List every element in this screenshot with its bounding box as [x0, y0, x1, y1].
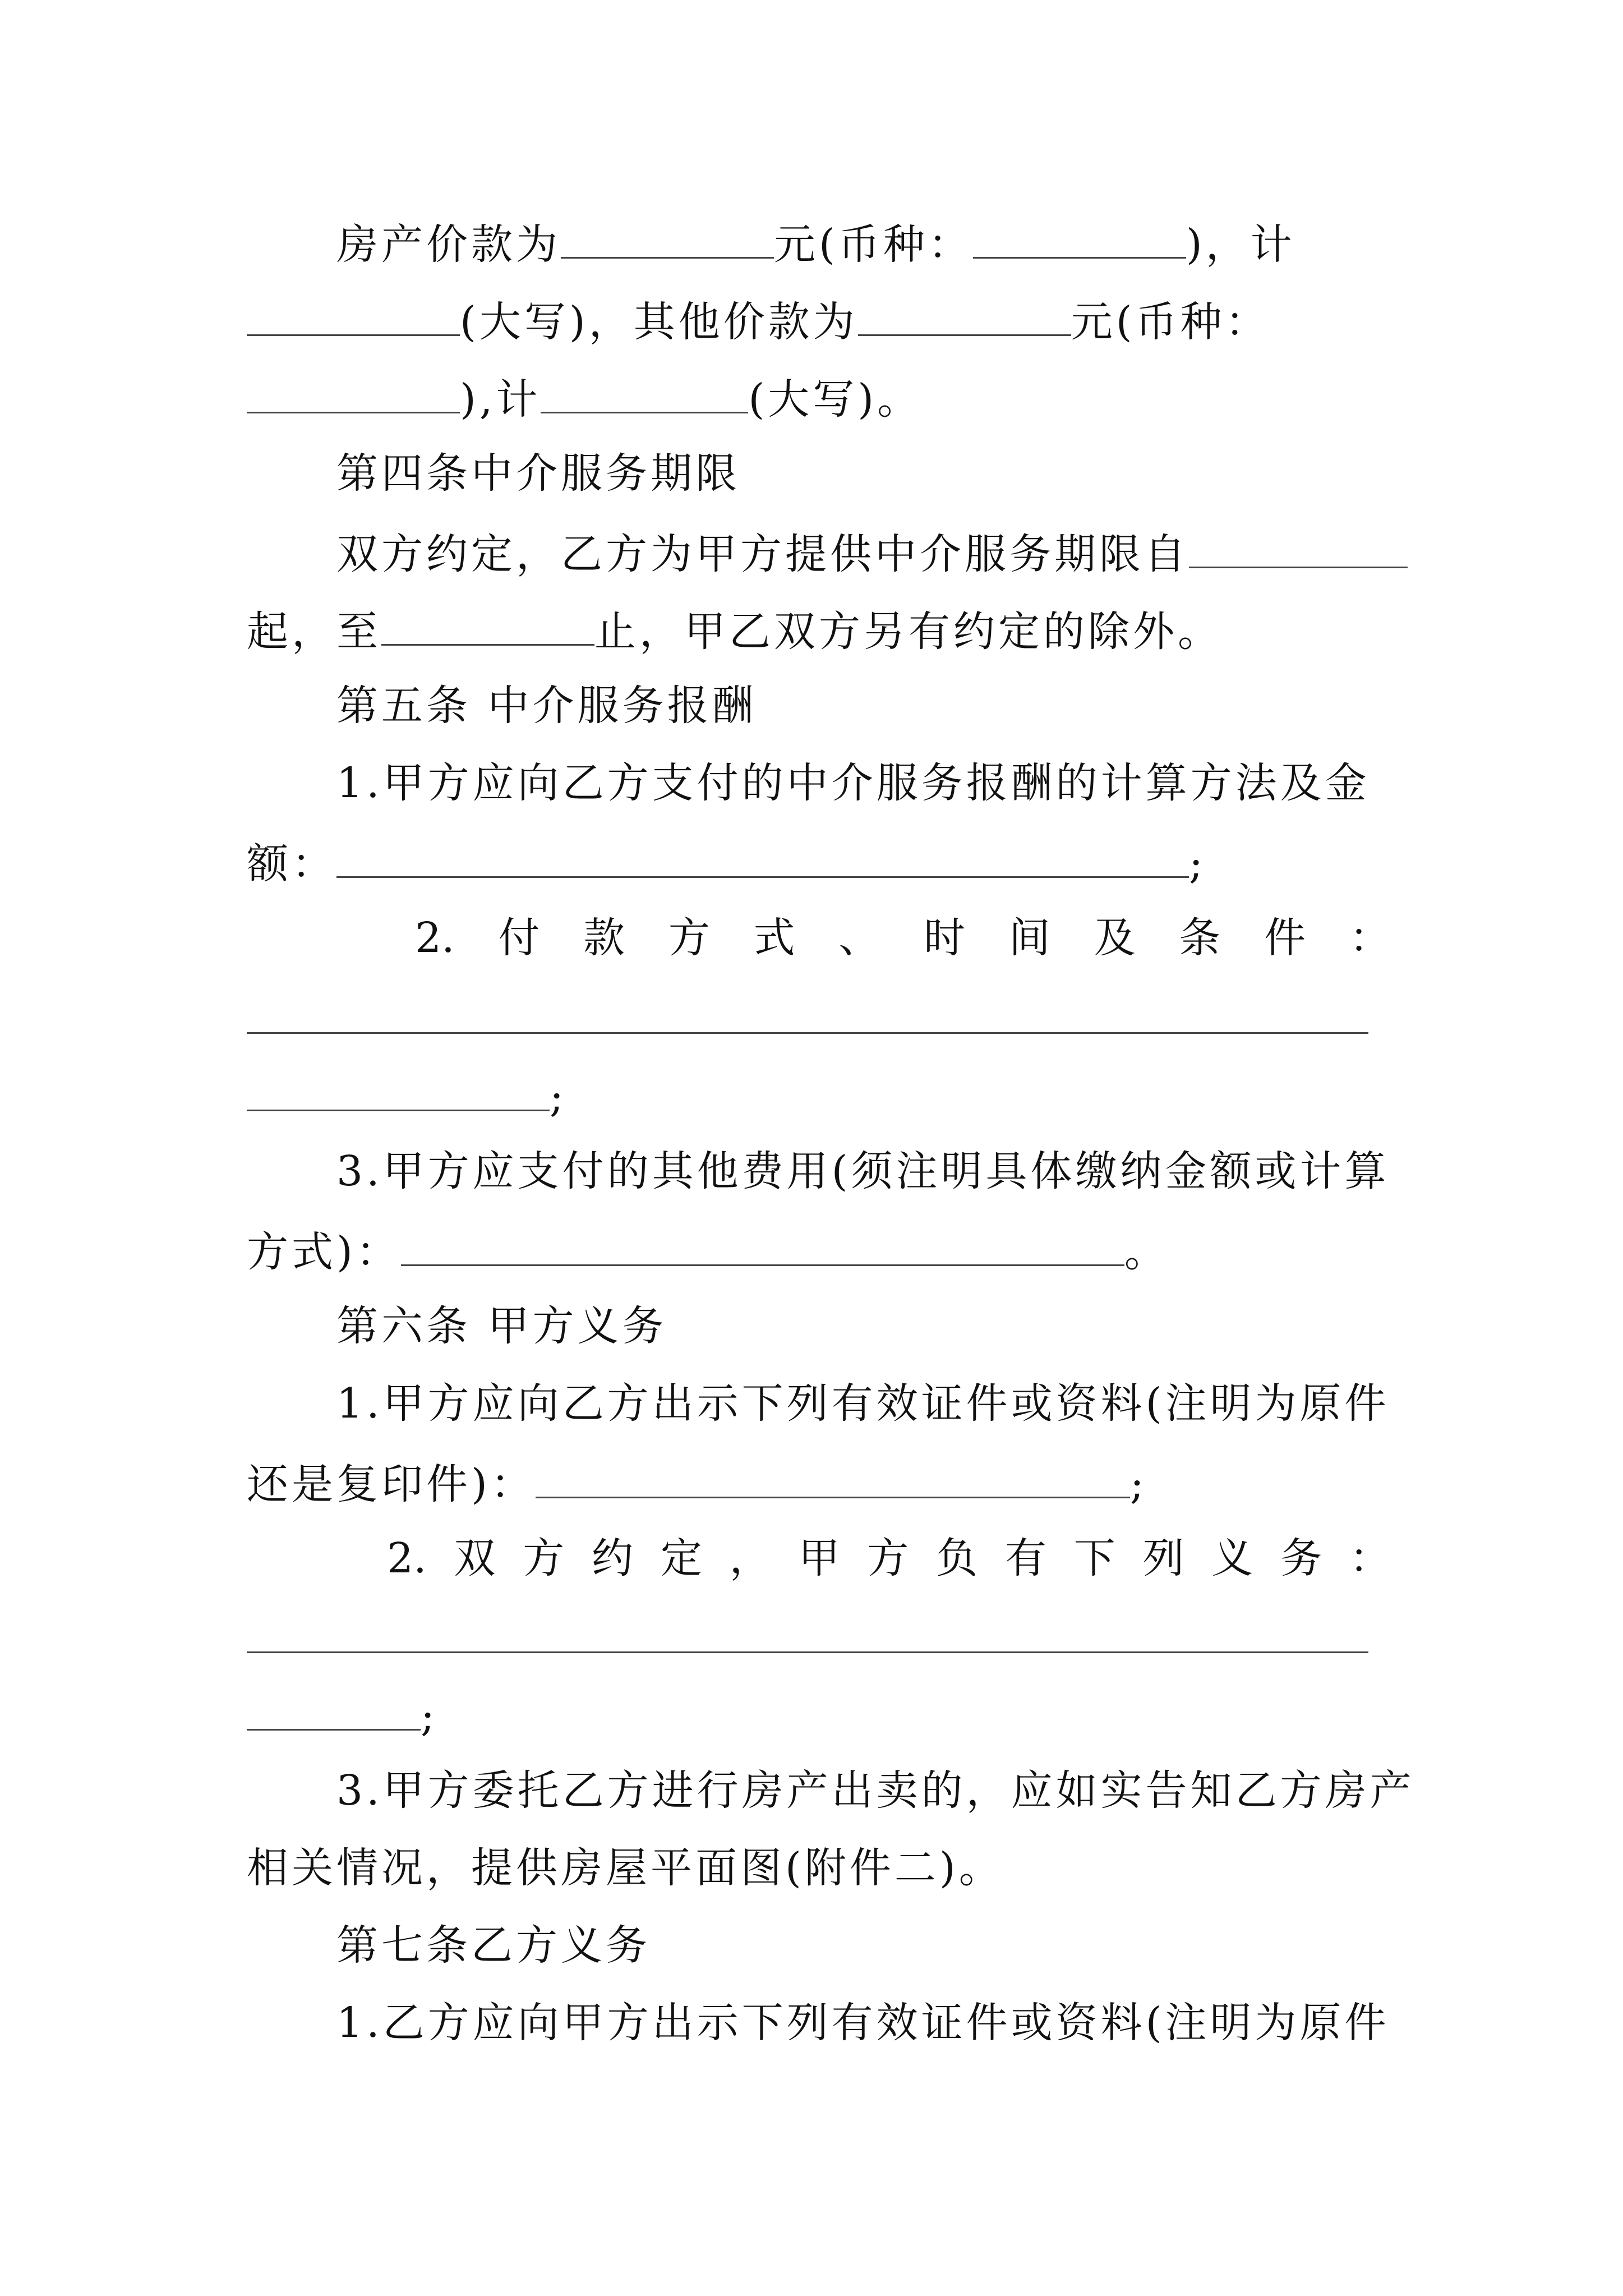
price-line-1	[336, 213, 1391, 269]
text: (大写)。	[748, 375, 923, 424]
full-blank-line	[247, 988, 1391, 1045]
text: 起，至	[247, 608, 381, 656]
text: 额：	[247, 840, 336, 888]
text: 条	[1179, 914, 1221, 962]
text: 付	[498, 914, 540, 962]
text: 房产价款为	[336, 220, 561, 269]
party-a-duty-1-line-1	[336, 1375, 1391, 1432]
text: (大写)，其他价款为	[460, 298, 858, 346]
text: 2.	[387, 1534, 427, 1582]
party-a-duty-2-end	[247, 1685, 1391, 1741]
text: 第六条 甲方义务	[336, 1302, 667, 1350]
blank-field	[336, 832, 1189, 878]
text: 第五条 中介服务报酬	[336, 682, 757, 730]
blank-field	[247, 988, 1368, 1034]
full-blank-line	[247, 1608, 1391, 1664]
text: 元(币种：	[774, 220, 973, 269]
text: 下	[1073, 1534, 1115, 1582]
text: 列	[1142, 1534, 1184, 1582]
text: ;	[1189, 840, 1206, 888]
text: ：	[1349, 1534, 1391, 1582]
blank-field	[381, 600, 594, 646]
article-6-heading	[336, 1298, 1391, 1354]
text: 务	[1280, 1534, 1322, 1582]
text: 止，甲乙双方另有约定的除外。	[594, 608, 1223, 656]
text: 、	[838, 914, 880, 962]
article-5-heading	[336, 678, 1391, 734]
blank-field	[247, 1685, 421, 1731]
text: 还是复印件)：	[247, 1460, 536, 1508]
blank-field	[541, 368, 748, 413]
text: ：	[1349, 914, 1391, 962]
blank-field	[536, 1453, 1130, 1498]
text: 式	[753, 914, 795, 962]
party-a-duty-1-line-2	[247, 1453, 1391, 1509]
other-fees-line-1	[336, 1143, 1391, 1199]
text: 方	[668, 914, 710, 962]
service-term-line-1	[336, 523, 1391, 579]
text: 3.甲方应支付的其他费用(须注明具体缴纳金额或计算	[336, 1147, 1390, 1195]
text: 双	[454, 1534, 496, 1582]
party-b-duty-1-line-1	[336, 1995, 1391, 2051]
text: 。	[1124, 1228, 1169, 1276]
text: 3.甲方委托乙方进行房产出卖的，应如实告知乙方房产	[336, 1766, 1415, 1815]
text: 款	[583, 914, 625, 962]
text: 相关情况，提供房屋平面图(附件二)。	[247, 1844, 1004, 1892]
text: )，计	[1186, 220, 1295, 269]
text: 方	[523, 1534, 565, 1582]
blank-field	[973, 213, 1186, 259]
text: 定	[660, 1534, 702, 1582]
party-a-duty-2-line	[387, 1530, 1391, 1586]
fee-clause-1-line-1	[336, 755, 1391, 811]
blank-field	[247, 1066, 550, 1111]
fee-clause-1-line-2	[247, 832, 1391, 889]
blank-field	[247, 1608, 1368, 1653]
text: 2.	[415, 914, 455, 962]
text: ，	[729, 1534, 771, 1582]
text: 第七条乙方义务	[336, 1921, 651, 1970]
blank-field	[401, 1221, 1124, 1266]
blank-field	[247, 368, 460, 413]
party-a-duty-3-line-2	[247, 1840, 1391, 1896]
other-fees-line-2	[247, 1221, 1391, 1277]
text: ;	[421, 1692, 438, 1741]
text: 间	[1008, 914, 1050, 962]
text: ;	[550, 1073, 567, 1121]
text: 及	[1094, 914, 1136, 962]
price-line-3	[247, 368, 1391, 424]
payment-terms-line	[415, 910, 1391, 966]
text: 件	[1264, 914, 1306, 962]
blank-field	[561, 213, 774, 259]
text: ;	[1129, 1460, 1147, 1508]
text: 约	[592, 1534, 634, 1582]
text: 甲	[798, 1534, 840, 1582]
blank-field	[858, 291, 1071, 336]
text: 方	[867, 1534, 909, 1582]
price-line-2	[247, 291, 1391, 347]
text: ),计	[460, 375, 541, 424]
text: 双方约定，乙方为甲方提供中介服务期限自	[336, 530, 1189, 578]
article-4-heading	[336, 445, 1391, 501]
text: 义	[1211, 1534, 1253, 1582]
service-term-line-2	[247, 600, 1391, 656]
text: 有	[1004, 1534, 1046, 1582]
text: 1.甲方应向乙方出示下列有效证件或资料(注明为原件	[336, 1379, 1390, 1428]
text: 时	[924, 914, 966, 962]
text: 负	[936, 1534, 978, 1582]
article-7-heading	[336, 1917, 1391, 1973]
text: 第四条中介服务期限	[336, 449, 740, 498]
blank-field	[1189, 523, 1408, 568]
text: 1.乙方应向甲方出示下列有效证件或资料(注明为原件	[336, 1999, 1390, 2047]
text: 1.甲方应向乙方支付的中介服务报酬的计算方法及金	[336, 759, 1370, 807]
payment-terms-end	[247, 1066, 1391, 1122]
text: 元(币种：	[1071, 298, 1270, 346]
party-a-duty-3-line-1	[336, 1763, 1415, 1819]
blank-field	[247, 291, 460, 336]
text: 方式)：	[247, 1228, 401, 1276]
